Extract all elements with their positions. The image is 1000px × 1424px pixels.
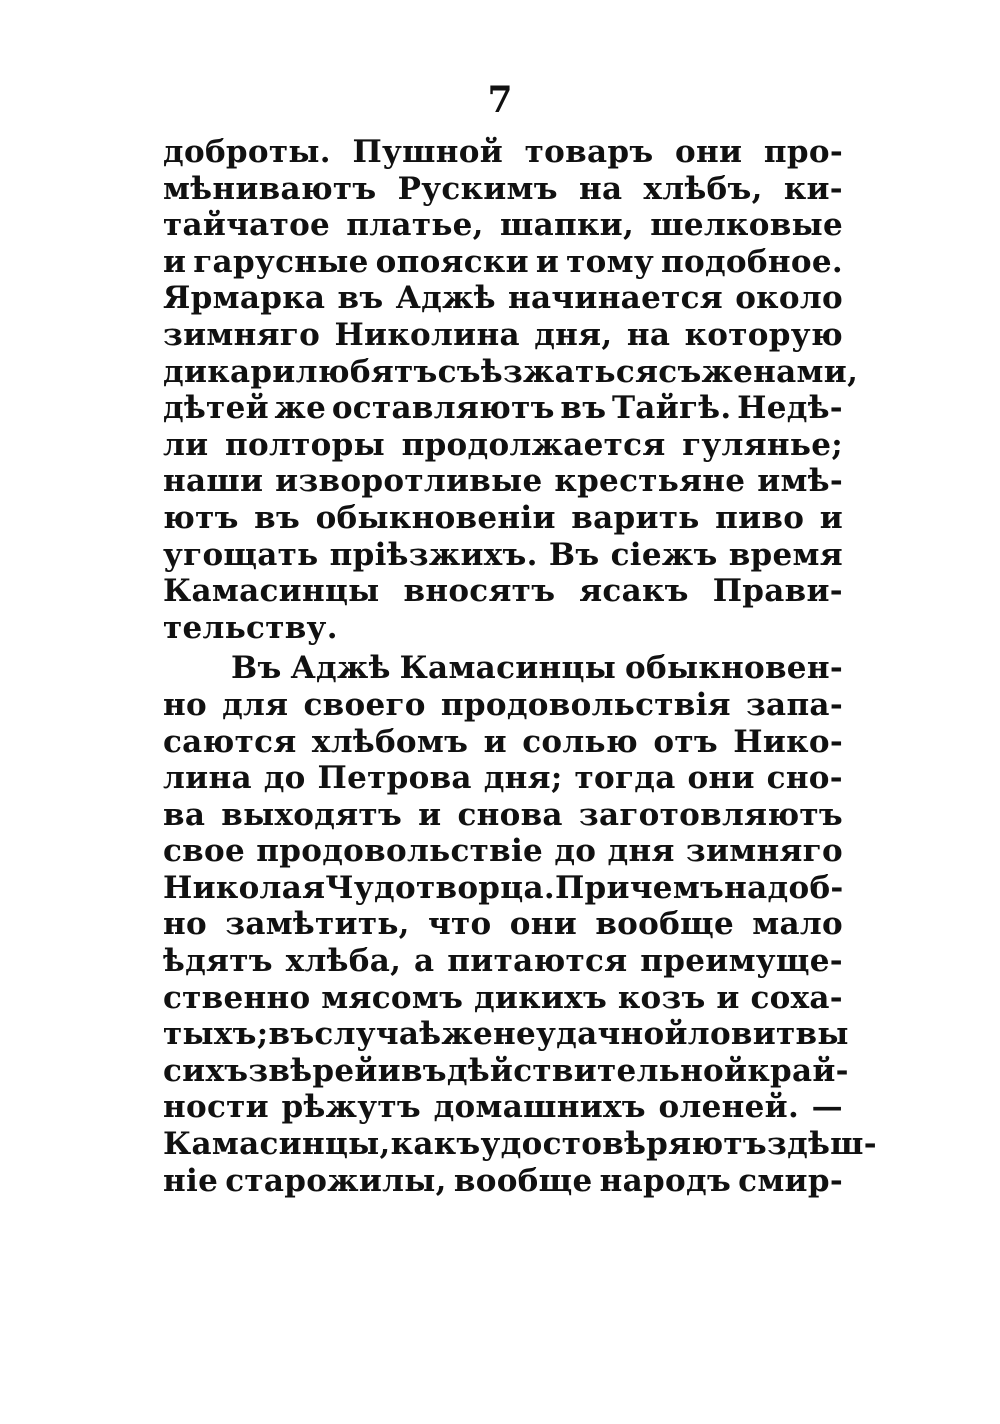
word: и <box>535 243 560 280</box>
word: мѣниваютъ <box>163 170 377 207</box>
word: Камасинцы <box>399 650 617 687</box>
word: Тайгѣ. <box>611 390 732 427</box>
word: ки- <box>783 170 843 207</box>
word: оленей. <box>658 1089 800 1126</box>
word: ли <box>163 426 209 463</box>
word: они <box>675 134 743 170</box>
word: на <box>626 316 671 353</box>
text-line <box>163 724 843 761</box>
word: зимняго <box>163 316 321 353</box>
word: отъ <box>653 723 718 760</box>
word: сно- <box>766 760 843 797</box>
word: снова <box>457 796 563 833</box>
word: что <box>428 906 492 943</box>
word: край- <box>747 1052 849 1089</box>
word: ва <box>163 796 206 833</box>
text-line <box>163 870 843 907</box>
word: замѣтить, <box>225 906 410 943</box>
word: домашнихъ <box>433 1089 646 1126</box>
word: Рускимъ <box>397 170 558 207</box>
word: хлѣбомъ <box>311 723 469 760</box>
word: сіежъ <box>610 536 718 573</box>
text-line <box>163 650 843 687</box>
word: Петрова <box>317 760 472 797</box>
word: тогда <box>574 760 676 797</box>
word: съѣзжаться <box>437 353 659 390</box>
word: варить <box>571 499 700 536</box>
word: полторы <box>225 426 385 463</box>
word: сихъ <box>163 1052 249 1089</box>
word: При <box>554 869 630 906</box>
word: они <box>509 906 578 943</box>
word: Аджѣ <box>290 650 391 687</box>
word: преимуще- <box>640 943 843 980</box>
word: Пушной <box>352 134 504 170</box>
word: крестьяне <box>554 463 746 500</box>
text-line <box>163 906 843 943</box>
word: мало <box>752 906 843 943</box>
word: чемъ <box>629 869 725 906</box>
word: какъ <box>390 1126 481 1163</box>
word: Недѣ- <box>737 390 843 427</box>
word: подобное. <box>660 243 843 280</box>
word: ловитвы <box>687 1016 849 1053</box>
word: пиво <box>715 499 805 536</box>
word: ютъ <box>163 499 239 536</box>
word: тельству. <box>163 609 338 646</box>
word: шелковые <box>650 207 843 244</box>
word: Прави- <box>712 573 843 610</box>
page-number: 7 <box>487 79 513 121</box>
word: хлѣба, <box>285 943 402 980</box>
word: саются <box>163 723 297 760</box>
text-line <box>163 1052 849 1090</box>
word: продолжается <box>401 426 666 463</box>
word: же <box>274 390 327 427</box>
word: дикихъ <box>473 979 608 1016</box>
word: запа- <box>745 686 843 723</box>
word: гарусные <box>193 243 369 280</box>
word: заготовляютъ <box>578 796 843 833</box>
word: тайчатое <box>163 207 331 244</box>
word: продовольствія <box>440 686 731 723</box>
word: они <box>687 760 755 797</box>
word: старожилы, <box>225 1162 447 1199</box>
text-line <box>163 244 843 281</box>
word: и <box>377 1052 401 1089</box>
word: вносятъ <box>403 573 556 610</box>
word: и <box>819 499 843 536</box>
word: въ <box>400 1052 447 1089</box>
word: дикари <box>163 353 296 390</box>
text-line <box>163 463 843 500</box>
word: Николая <box>163 869 326 906</box>
word: доброты. <box>163 134 331 170</box>
word: платье, <box>346 207 484 244</box>
word: Въ <box>548 536 600 573</box>
word: вообще <box>453 1162 593 1199</box>
word: въ <box>254 499 301 536</box>
word: народъ <box>599 1162 732 1199</box>
text-line <box>163 760 843 797</box>
text-line <box>163 797 843 834</box>
text-line <box>163 1089 843 1126</box>
word: для <box>222 686 289 723</box>
word: случаѣ <box>314 1016 442 1053</box>
word: лина <box>163 760 252 797</box>
text-line <box>163 500 843 537</box>
word: и <box>716 979 740 1016</box>
text-line <box>163 353 859 391</box>
text-line <box>163 427 843 464</box>
word: дѣтей <box>163 390 269 427</box>
word: смир- <box>738 1162 843 1199</box>
text-body <box>163 134 877 1199</box>
word: Нико- <box>733 723 843 760</box>
word: мясомъ <box>321 979 464 1016</box>
text-line <box>163 610 843 647</box>
word: рѣжутъ <box>281 1089 421 1126</box>
word: Аджѣ <box>395 280 496 317</box>
word: удостовѣряютъ <box>480 1126 768 1163</box>
word: Чудотворца. <box>325 869 555 906</box>
text-line <box>163 134 843 171</box>
text-line <box>163 207 843 244</box>
text-line <box>163 1126 877 1163</box>
text-line <box>163 1016 849 1053</box>
text-line <box>163 171 843 208</box>
word: и <box>483 723 507 760</box>
word: дня; <box>483 760 563 797</box>
word: солью <box>522 723 638 760</box>
word: Въ <box>231 650 282 687</box>
word: Ярмарка <box>163 280 326 317</box>
text-line <box>163 280 843 317</box>
word: надоб- <box>724 869 844 906</box>
word: но <box>163 686 207 723</box>
word: здѣш- <box>767 1126 877 1163</box>
word: съ <box>658 353 702 390</box>
word: ственно <box>163 979 311 1016</box>
word: на <box>578 170 623 207</box>
word: — <box>811 1089 843 1126</box>
text-line <box>163 943 843 980</box>
word: Камасинцы, <box>163 1126 391 1163</box>
word: дня <box>607 833 675 870</box>
word: женами, <box>701 353 859 390</box>
word: зимняго <box>685 833 843 870</box>
word: же <box>441 1016 494 1053</box>
word: тому <box>566 243 655 280</box>
word: звѣрей <box>248 1052 378 1089</box>
text-line <box>163 687 843 724</box>
word: неудачной <box>493 1016 688 1053</box>
word: своего <box>303 686 426 723</box>
text-line <box>163 1163 843 1200</box>
word: любятъ <box>295 353 438 390</box>
word: угощать <box>163 536 319 573</box>
word: Николина <box>334 316 520 353</box>
word: свое <box>163 833 246 870</box>
word: ясакъ <box>579 573 689 610</box>
word: въ <box>268 1016 315 1053</box>
word: шапки, <box>499 207 635 244</box>
word: товаръ <box>524 134 654 170</box>
word: которую <box>684 316 843 353</box>
text-line <box>163 573 843 610</box>
word: про- <box>763 134 843 170</box>
word: до <box>554 833 597 870</box>
word: вообще <box>595 906 734 943</box>
word: ности <box>163 1089 269 1126</box>
word: наши <box>163 463 264 500</box>
word: опояски <box>375 243 529 280</box>
word: имѣ- <box>757 463 843 500</box>
text-line <box>163 980 843 1017</box>
word: гулянье; <box>682 426 843 463</box>
word: и <box>163 243 187 280</box>
word: тыхъ; <box>163 1016 269 1053</box>
word: ніе <box>163 1162 219 1199</box>
text-line <box>163 390 843 427</box>
word: но <box>163 906 207 943</box>
word: обыкновеніи <box>315 499 556 536</box>
word: начинается <box>508 280 723 317</box>
text-line <box>163 537 843 574</box>
word: выходятъ <box>221 796 403 833</box>
word: около <box>735 280 843 317</box>
word: въ <box>337 280 384 317</box>
word: продовольствіе <box>256 833 544 870</box>
word: Камасинцы <box>163 573 380 610</box>
word: пріѣзжихъ. <box>329 536 538 573</box>
word: въ <box>560 390 607 427</box>
word: питаются <box>447 943 628 980</box>
word: козъ <box>617 979 706 1016</box>
word: время <box>728 536 843 573</box>
word: ѣдятъ <box>163 943 273 980</box>
word: хлѣбъ, <box>643 170 763 207</box>
word: обыкновен- <box>624 650 843 687</box>
word: изворотливые <box>275 463 543 500</box>
word: и <box>418 796 442 833</box>
text-line <box>163 317 843 354</box>
word: до <box>263 760 306 797</box>
word: а <box>414 943 435 980</box>
word: дня, <box>534 316 613 353</box>
word: соха- <box>750 979 843 1016</box>
word: оставляютъ <box>331 390 555 427</box>
word: дѣйствительной <box>446 1052 748 1089</box>
text-line <box>163 833 843 870</box>
